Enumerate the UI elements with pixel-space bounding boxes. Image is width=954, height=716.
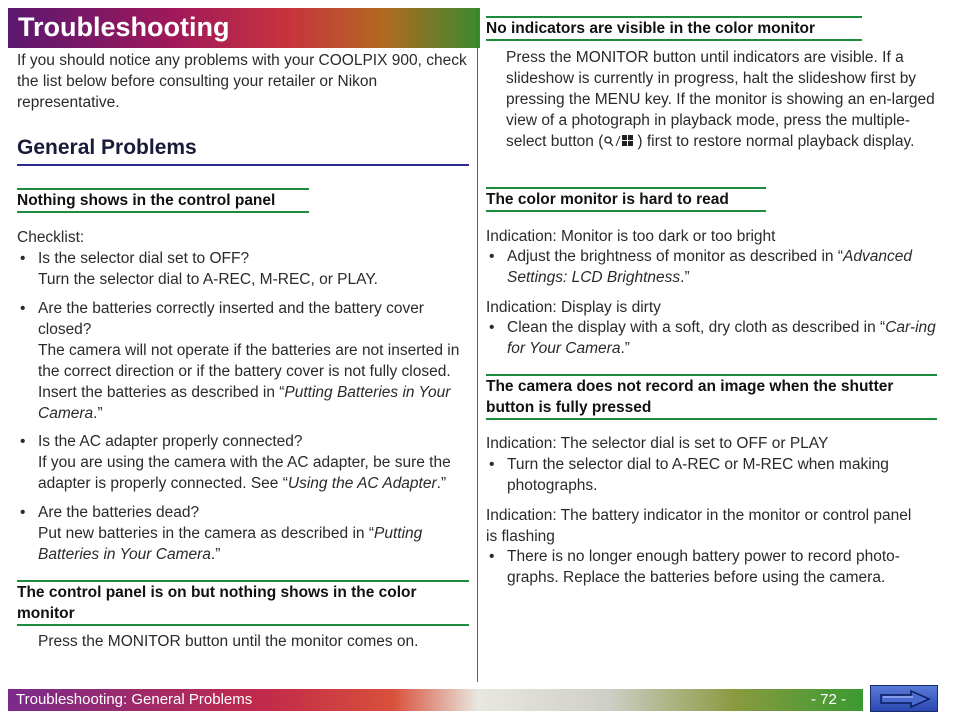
- subsection-heading: No indicators are visible in the color monitor: [486, 16, 862, 41]
- checklist: [17, 248, 469, 290]
- cross-reference-link[interactable]: Advanced Settings: LCD Brightness: [507, 248, 912, 286]
- subsection-heading: The control panel is on but nothing shows in the color monitor: [17, 580, 469, 626]
- subsection-heading: The color monitor is hard to read: [486, 187, 766, 212]
- list-item: • Adjust the brightness of monitor as described in “Advanced Settings: LCD Brightness.”: [486, 246, 940, 288]
- section-heading: General Problems: [17, 134, 469, 166]
- checklist-label: Checklist:: [17, 229, 85, 246]
- multi-select-icon: [603, 133, 637, 147]
- list-item: • Is the AC adapter properly connected? If you are using the camera with the AC adapter, be sure the adapter is properly connected. See “Using the AC Adapter.”: [17, 431, 469, 494]
- list-item: • Are the batteries dead? Put new batteries in the camera as described in “Putting Batteries in Your Camera.”: [17, 502, 469, 565]
- checklist: [17, 502, 469, 565]
- indication-text: Indication: Display is dirty: [486, 299, 661, 316]
- next-page-button[interactable]: [870, 685, 938, 712]
- bullet-list: [486, 546, 926, 588]
- list-item: • Is the selector dial set to OFF? Turn the selector dial to A-REC, M-REC, or PLAY.: [17, 248, 469, 290]
- body-text: Press the MONITOR button until indicators are visible. If a slideshow is currently in progress, halt the slideshow first by pressing the MENU key. If the monitor is showing an en-larged view of a photograph in playback mode, press the multiple-select button ( ) first to restore normal playback display.: [506, 49, 935, 150]
- footer-section-label: Troubleshooting: General Problems: [16, 691, 253, 708]
- cross-reference-link[interactable]: Putting Batteries in Your Camera: [38, 525, 423, 563]
- cross-reference-link[interactable]: Using the AC Adapter: [287, 475, 437, 492]
- arrow-right-icon: [879, 690, 931, 708]
- bullet-list: [486, 246, 940, 288]
- checklist: [17, 298, 469, 424]
- cross-reference-link[interactable]: Putting Batteries in Your Camera: [38, 384, 451, 422]
- cross-reference-link[interactable]: Car-ing for Your Camera: [507, 319, 936, 357]
- indication-text: Indication: The selector dial is set to OFF or PLAY: [486, 435, 829, 452]
- subsection-heading: The camera does not record an image when the shutter button is fully pressed: [486, 374, 937, 420]
- column-divider: [477, 10, 478, 682]
- list-item: • Turn the selector dial to A-REC or M-REC when making photographs.: [486, 454, 916, 496]
- page-number: - 72 -: [811, 691, 847, 708]
- list-item: • There is no longer enough battery power to record photo-graphs. Replace the batteries before using the camera.: [486, 546, 926, 588]
- bullet-list: [486, 317, 940, 359]
- intro-text: If you should notice any problems with your COOLPIX 900, check the list below before consulting your retailer or Nikon representative.: [17, 52, 467, 111]
- bullet-list: [486, 454, 916, 496]
- checklist: [17, 431, 469, 494]
- indication-text: Indication: Monitor is too dark or too bright: [486, 228, 776, 245]
- subsection-heading: Nothing shows in the control panel: [17, 188, 309, 213]
- list-item: • Clean the display with a soft, dry cloth as described in “Car-ing for Your Camera.”: [486, 317, 940, 359]
- list-item: • Are the batteries correctly inserted and the battery cover closed? The camera will not operate if the batteries are not inserted in the correct direction or if the battery cover is not fully closed. Insert the batteries as described in “Putting Batteries in Your Camera.”: [17, 298, 469, 424]
- body-text: Press the MONITOR button until the monitor comes on.: [38, 633, 419, 650]
- indication-text: Indication: The battery indicator in the monitor or control panel is flashing: [486, 507, 912, 545]
- page-title: Troubleshooting: [18, 12, 230, 42]
